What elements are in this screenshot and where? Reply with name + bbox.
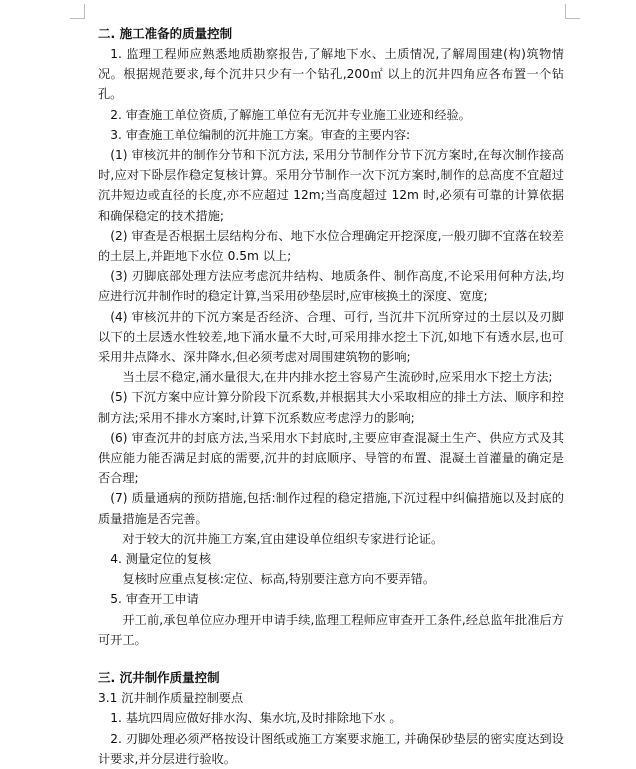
list-item-sinking-plan-continued: 当土层不稳定,涌水量很大,在井内排水挖土容易产生流砂时,应采用水下挖土方法; [122,370,553,385]
paragraph-start-application: 5. 审查开工申请 [110,592,199,607]
list-item-blade-foot-treatment: (3) 刃脚底部处理方法应考虑沉井结构、地质条件、制作高度,不论采用何种方法,均应进行沉井制作时的稳定计算,当采用砂垫层时,应审核换土的深度、宽度; [98,269,564,304]
list-item-sinking-coefficient: (5) 下沉方案中应计算分阶段下沉系数,并根据其大小采取相应的排土方法、顺序和控制方法;采用不排水方案时,计算下沉系数应考虑浮力的影响; [98,390,564,425]
paragraph-survey-check: 4. 测量定位的复核 [110,552,212,567]
paragraph-qualification-review: 2. 审查施工单位资质,了解施工单位有无沉井专业施工业迹和经验。 [110,107,471,122]
paragraph-blade-foot-construction: 2. 刃脚处理必须严格按设计图纸或施工方案要求施工, 并确保砂垫层的密实度达到设计要求,并分层进行验收。 [98,731,564,766]
list-item-bottom-sealing: (6) 审查沉井的封底方法,当采用水下封底时,主要应审查混凝土生产、供应方式及其供应能力能否满足封底的需要,沉井的封底顺序、导管的布置、混凝土首灌量的确定是否合理; [98,430,564,486]
paragraph-survey-check-detail: 复核时应重点复核:定位、标高,特别要注意方向不要弄错。 [122,572,436,587]
list-item-sinking-method: (1) 审核沉井的制作分节和下沉方法, 采用分节制作分节下沉方案时,在每次制作接高时,应对下卧层作稳定复核计算。采用分节制作一次下沉方案时,制作的总高度不宜超过沉井短边或直径的长度,亦不应超过 12m;当高度超过 12m 时,必须有可靠的计算依据和确保稳定的技术措施; [98,148,564,223]
section-heading-caisson-fabrication: 三. 沉井制作质量控制 [98,670,220,686]
list-item-defect-prevention: (7) 质量通病的预防措施,包括:制作过程的稳定措施,下沉过程中纠偏措施以及封底的质量措施是否完善。 [98,491,564,526]
paragraph-drainage: 1. 基坑四周应做好排水沟、集水坑,及时排除地下水 。 [110,711,402,726]
subsection-heading-key-points: 3.1 沉井制作质量控制要点 [98,691,244,706]
list-item-sinking-plan: (4) 审核沉井的下沉方案是否经济、合理、可行, 当沉井下沉所穿过的土层以及刃脚以下的土层透水性较差,地下涌水量不大时,可采用排水挖土下沉,如地下有透水层,也可采用井点降水、深井降水,但必须考虑对周围建筑物的影响; [98,309,564,365]
paragraph-start-application-detail: 开工前,承包单位应办理开申请手续,监理工程师应审查开工条件,经总监年批准后方可开工。 [98,612,564,647]
page-corner-mark-top-right [565,4,580,19]
paragraph-plan-review: 3. 审查施工单位编制的沉井施工方案。审查的主要内容: [110,127,411,142]
page-corner-mark-top-left [70,4,85,19]
section-heading-construction-preparation: 二. 施工准备的质量控制 [98,26,233,41]
list-item-excavation-depth: (2) 审查是否根据土层结构分布、地下水位合理确定开挖深度,一般刃脚不宜落在较差的土层上,并距地下水位 0.5m 以上; [98,228,564,264]
paragraph-geology-report: 1. 监理工程师应熟悉地质勘察报告,了解地下水、土质情况,了解周围建(构)筑物情况。根据规范要求,每个沉井只少有一个钻孔,200㎡ 以上的沉井四角应各布置一个钻孔。 [98,47,564,102]
paragraph-expert-review: 对于较大的沉井施工方案,宜由建设单位组织专家进行论证。 [122,531,444,546]
